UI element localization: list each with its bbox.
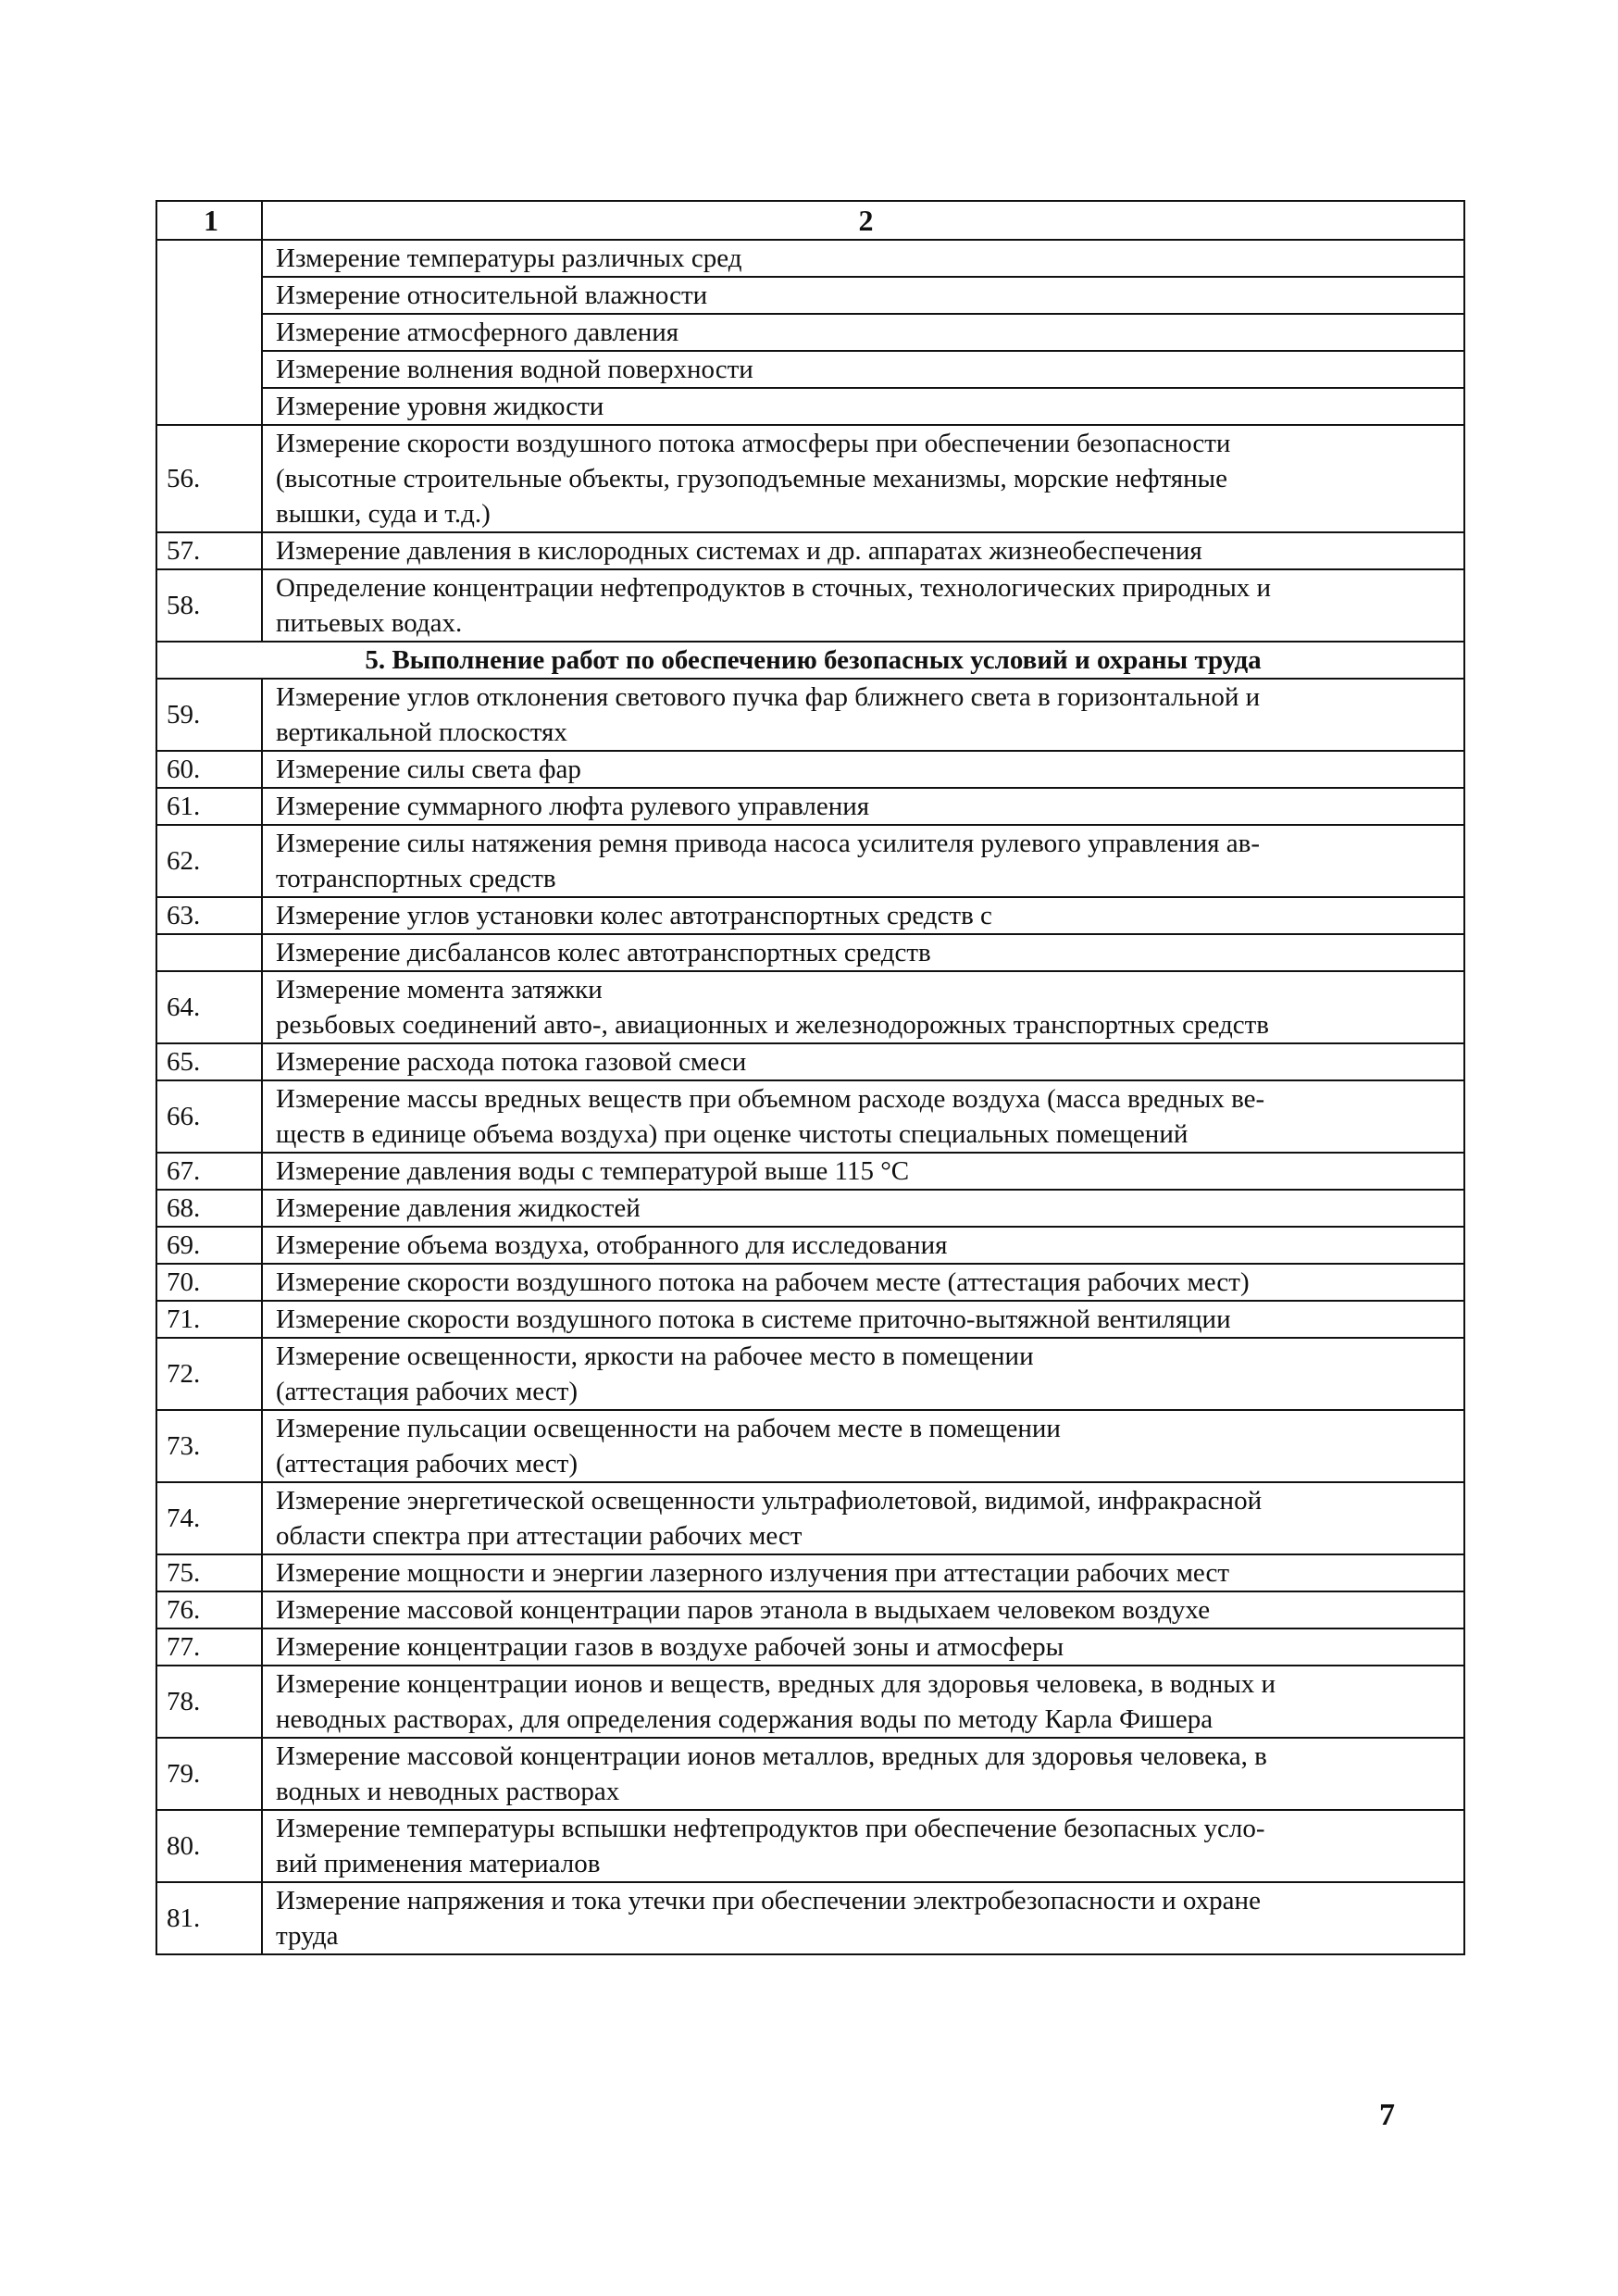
row-number: 65. — [167, 1047, 201, 1077]
row-number-cell — [156, 1227, 262, 1264]
row-description-cell — [262, 569, 1464, 642]
row-number: 61. — [167, 792, 201, 821]
description-line: (аттестация рабочих мест) — [276, 1449, 578, 1479]
row-number: 81. — [167, 1903, 201, 1933]
description-line: Измерение углов установки колес автотранспортных средств с — [276, 901, 992, 930]
description-line: водных и неводных растворах — [276, 1777, 620, 1806]
row-number-cell — [156, 1080, 262, 1153]
table-row — [156, 1227, 1464, 1264]
description-line: Определение концентрации нефтепродуктов в сточных, технологических природных и — [276, 573, 1272, 603]
table-row — [156, 897, 1464, 934]
row-number-cell — [156, 1338, 262, 1410]
row-number-cell — [156, 1554, 262, 1591]
row-description-cell — [262, 1227, 1464, 1264]
row-number: 57. — [167, 536, 201, 566]
description-line: (высотные строительные объекты, грузоподъемные механизмы, морские нефтяные — [276, 464, 1227, 493]
row-number-cell — [156, 934, 262, 971]
description-line: Измерение волнения водной поверхности — [276, 355, 753, 384]
row-description-cell — [262, 240, 1464, 277]
row-description-cell — [262, 388, 1464, 425]
table-row — [156, 388, 1464, 425]
table-row — [156, 1410, 1464, 1482]
row-number-cell — [156, 1264, 262, 1301]
row-description-cell — [262, 1482, 1464, 1554]
table-row — [156, 532, 1464, 569]
row-description-cell — [262, 825, 1464, 897]
description-line: Измерение скорости воздушного потока в системе приточно-вытяжной вентиляции — [276, 1304, 1231, 1334]
row-number: 71. — [167, 1304, 201, 1334]
row-description-cell — [262, 897, 1464, 934]
description-line: Измерение силы натяжения ремня привода насоса усилителя рулевого управления ав- — [276, 829, 1260, 858]
table-row — [156, 569, 1464, 642]
row-description-cell — [262, 1190, 1464, 1227]
description-line: Измерение температуры вспышки нефтепродуктов при обеспечение безопасных усло- — [276, 1814, 1265, 1843]
description-line: питьевых водах. — [276, 608, 463, 638]
row-number: 78. — [167, 1687, 201, 1716]
row-description-cell — [262, 1080, 1464, 1153]
row-number-cell — [156, 1666, 262, 1738]
row-description-cell — [262, 751, 1464, 788]
description-line: Измерение углов отклонения светового пучка фар ближнего света в горизонтальной и — [276, 682, 1261, 712]
row-number: 73. — [167, 1431, 201, 1461]
description-line: Измерение концентрации ионов и веществ, вредных для здоровья человека, в водных и — [276, 1669, 1276, 1699]
row-number-cell — [156, 1410, 262, 1482]
description-line: Измерение массовой концентрации паров этанола в выдыхаем человеком воздухе — [276, 1595, 1211, 1625]
description-line: Измерение силы света фар — [276, 755, 581, 784]
row-description-cell — [262, 1628, 1464, 1666]
description-line: Измерение момента затяжки — [276, 975, 603, 1004]
row-number-cell — [156, 897, 262, 934]
row-number-cell — [156, 1882, 262, 1954]
row-number: 56. — [167, 464, 201, 493]
description-line: вий применения материалов — [276, 1849, 601, 1878]
table-row — [156, 351, 1464, 388]
row-number-cell — [156, 1810, 262, 1882]
row-number: 68. — [167, 1193, 201, 1223]
description-line: Измерение давления жидкостей — [276, 1193, 641, 1223]
description-line: Измерение относительной влажности — [276, 281, 708, 310]
row-number-cell — [156, 1628, 262, 1666]
description-line: Измерение суммарного люфта рулевого управления — [276, 792, 870, 821]
table-body — [156, 201, 1464, 1954]
description-line: неводных растворах, для определения содержания воды по методу Карла Фишера — [276, 1704, 1214, 1734]
description-line: Измерение массы вредных веществ при объемном расходе воздуха (масса вредных ве- — [276, 1084, 1265, 1114]
table-row — [156, 1738, 1464, 1810]
description-line: Измерение объема воздуха, отобранного для исследования — [276, 1230, 948, 1260]
description-line: вышки, суда и т.д.) — [276, 499, 491, 529]
row-number-cell — [156, 971, 262, 1043]
row-description-cell — [262, 934, 1464, 971]
description-line: тотранспортных средств — [276, 864, 556, 893]
description-line: Измерение атмосферного давления — [276, 318, 679, 347]
description-line: Измерение напряжения и тока утечки при обеспечении электробезопасности и охране — [276, 1886, 1261, 1915]
column-2-header: 2 — [262, 201, 1464, 240]
row-description-cell — [262, 425, 1464, 532]
page-number: 7 — [1379, 2098, 1395, 2132]
row-number: 59. — [167, 700, 201, 730]
row-number: 72. — [167, 1359, 201, 1389]
row-number: 77. — [167, 1632, 201, 1662]
row-number: 75. — [167, 1558, 201, 1588]
row-number: 80. — [167, 1831, 201, 1861]
row-number: 62. — [167, 846, 201, 876]
table-row — [156, 825, 1464, 897]
table-row — [156, 679, 1464, 751]
row-number: 69. — [167, 1230, 201, 1260]
table-row — [156, 1882, 1464, 1954]
row-number-cell — [156, 679, 262, 751]
row-number: 58. — [167, 591, 201, 620]
row-description-cell — [262, 1810, 1464, 1882]
section-title: 5. Выполнение работ по обеспечению безопасных условий и охраны труда — [156, 642, 1464, 679]
table-header-row — [156, 201, 1464, 240]
row-number: 70. — [167, 1267, 201, 1297]
row-description-cell — [262, 1882, 1464, 1954]
table-row — [156, 1338, 1464, 1410]
description-line: Измерение дисбалансов колес автотранспортных средств — [276, 938, 931, 967]
row-number: 66. — [167, 1102, 201, 1131]
description-line: Измерение давления воды с температурой выше 115 °С — [276, 1156, 910, 1186]
row-description-cell — [262, 788, 1464, 825]
description-line: ществ в единице объема воздуха) при оценке чистоты специальных помещений — [276, 1119, 1189, 1149]
description-line: Измерение энергетической освещенности ультрафиолетовой, видимой, инфракрасной — [276, 1486, 1263, 1516]
table-row — [156, 425, 1464, 532]
description-line: (аттестация рабочих мест) — [276, 1377, 578, 1406]
table-row — [156, 1666, 1464, 1738]
table-row — [156, 1043, 1464, 1080]
row-description-cell — [262, 351, 1464, 388]
table-row — [156, 314, 1464, 351]
row-description-cell — [262, 532, 1464, 569]
row-number-cell — [156, 1153, 262, 1190]
table-row — [156, 788, 1464, 825]
description-line: Измерение давления в кислородных системах и др. аппаратах жизнеобеспечения — [276, 536, 1202, 566]
description-line: Измерение освещенности, яркости на рабочее место в помещении — [276, 1341, 1034, 1371]
row-number: 64. — [167, 992, 201, 1022]
description-line: Измерение скорости воздушного потока атмосферы при обеспечении безопасности — [276, 429, 1231, 458]
table-row — [156, 1591, 1464, 1628]
row-number-cell — [156, 1190, 262, 1227]
row-number-cell — [156, 425, 262, 532]
column-1-header: 1 — [156, 201, 262, 240]
description-line: Измерение массовой концентрации ионов металлов, вредных для здоровья человека, в — [276, 1741, 1267, 1771]
table-row — [156, 1080, 1464, 1153]
row-description-cell — [262, 1738, 1464, 1810]
row-number-cell — [156, 569, 262, 642]
table-row — [156, 971, 1464, 1043]
table-row — [156, 277, 1464, 314]
description-line: Измерение уровня жидкости — [276, 392, 604, 421]
row-description-cell — [262, 1153, 1464, 1190]
description-line: Измерение мощности и энергии лазерного излучения при аттестации рабочих мест — [276, 1558, 1230, 1588]
row-number: 67. — [167, 1156, 201, 1186]
description-line: Измерение концентрации газов в воздухе рабочей зоны и атмосферы — [276, 1632, 1064, 1662]
description-line: вертикальной плоскостях — [276, 718, 567, 747]
table-row — [156, 1810, 1464, 1882]
table-row — [156, 240, 1464, 277]
description-line: Измерение температуры различных сред — [276, 243, 742, 273]
description-line: области спектра при аттестации рабочих мест — [276, 1521, 803, 1551]
row-number-cell — [156, 825, 262, 897]
row-number-cell — [156, 1738, 262, 1810]
row-description-cell — [262, 1338, 1464, 1410]
row-description-cell — [262, 1043, 1464, 1080]
measurements-table — [156, 200, 1465, 1955]
row-description-cell — [262, 679, 1464, 751]
row-number-cell — [156, 1301, 262, 1338]
row-number-cell — [156, 532, 262, 569]
row-number-cell — [156, 1482, 262, 1554]
table-row — [156, 1190, 1464, 1227]
section-row — [156, 642, 1464, 679]
row-description-cell — [262, 1666, 1464, 1738]
table-row — [156, 934, 1464, 971]
row-number: 79. — [167, 1759, 201, 1789]
row-description-cell — [262, 277, 1464, 314]
table-row — [156, 1264, 1464, 1301]
table-row — [156, 751, 1464, 788]
row-number-cell — [156, 751, 262, 788]
row-description-cell — [262, 1554, 1464, 1591]
row-description-cell — [262, 1410, 1464, 1482]
row-number: 74. — [167, 1504, 201, 1533]
row-description-cell — [262, 1591, 1464, 1628]
description-line: Измерение пульсации освещенности на рабочем месте в помещении — [276, 1414, 1061, 1443]
row-description-cell — [262, 314, 1464, 351]
row-description-cell — [262, 971, 1464, 1043]
description-line: Измерение скорости воздушного потока на рабочем месте (аттестация рабочих мест) — [276, 1267, 1250, 1297]
table-row — [156, 1554, 1464, 1591]
table-row — [156, 1301, 1464, 1338]
table-row — [156, 1153, 1464, 1190]
row-description-cell — [262, 1264, 1464, 1301]
table-row — [156, 1628, 1464, 1666]
description-line: Измерение расхода потока газовой смеси — [276, 1047, 747, 1077]
row-number: 76. — [167, 1595, 201, 1625]
row-number-cell — [156, 788, 262, 825]
description-line: резьбовых соединений авто-, авиационных и железнодорожных транспортных средств — [276, 1010, 1269, 1040]
row-number-cell — [156, 240, 262, 425]
row-number-cell — [156, 1043, 262, 1080]
row-number: 60. — [167, 755, 201, 784]
row-number: 63. — [167, 901, 201, 930]
row-number-cell — [156, 1591, 262, 1628]
description-line: труда — [276, 1921, 339, 1951]
row-description-cell — [262, 1301, 1464, 1338]
table-row — [156, 1482, 1464, 1554]
